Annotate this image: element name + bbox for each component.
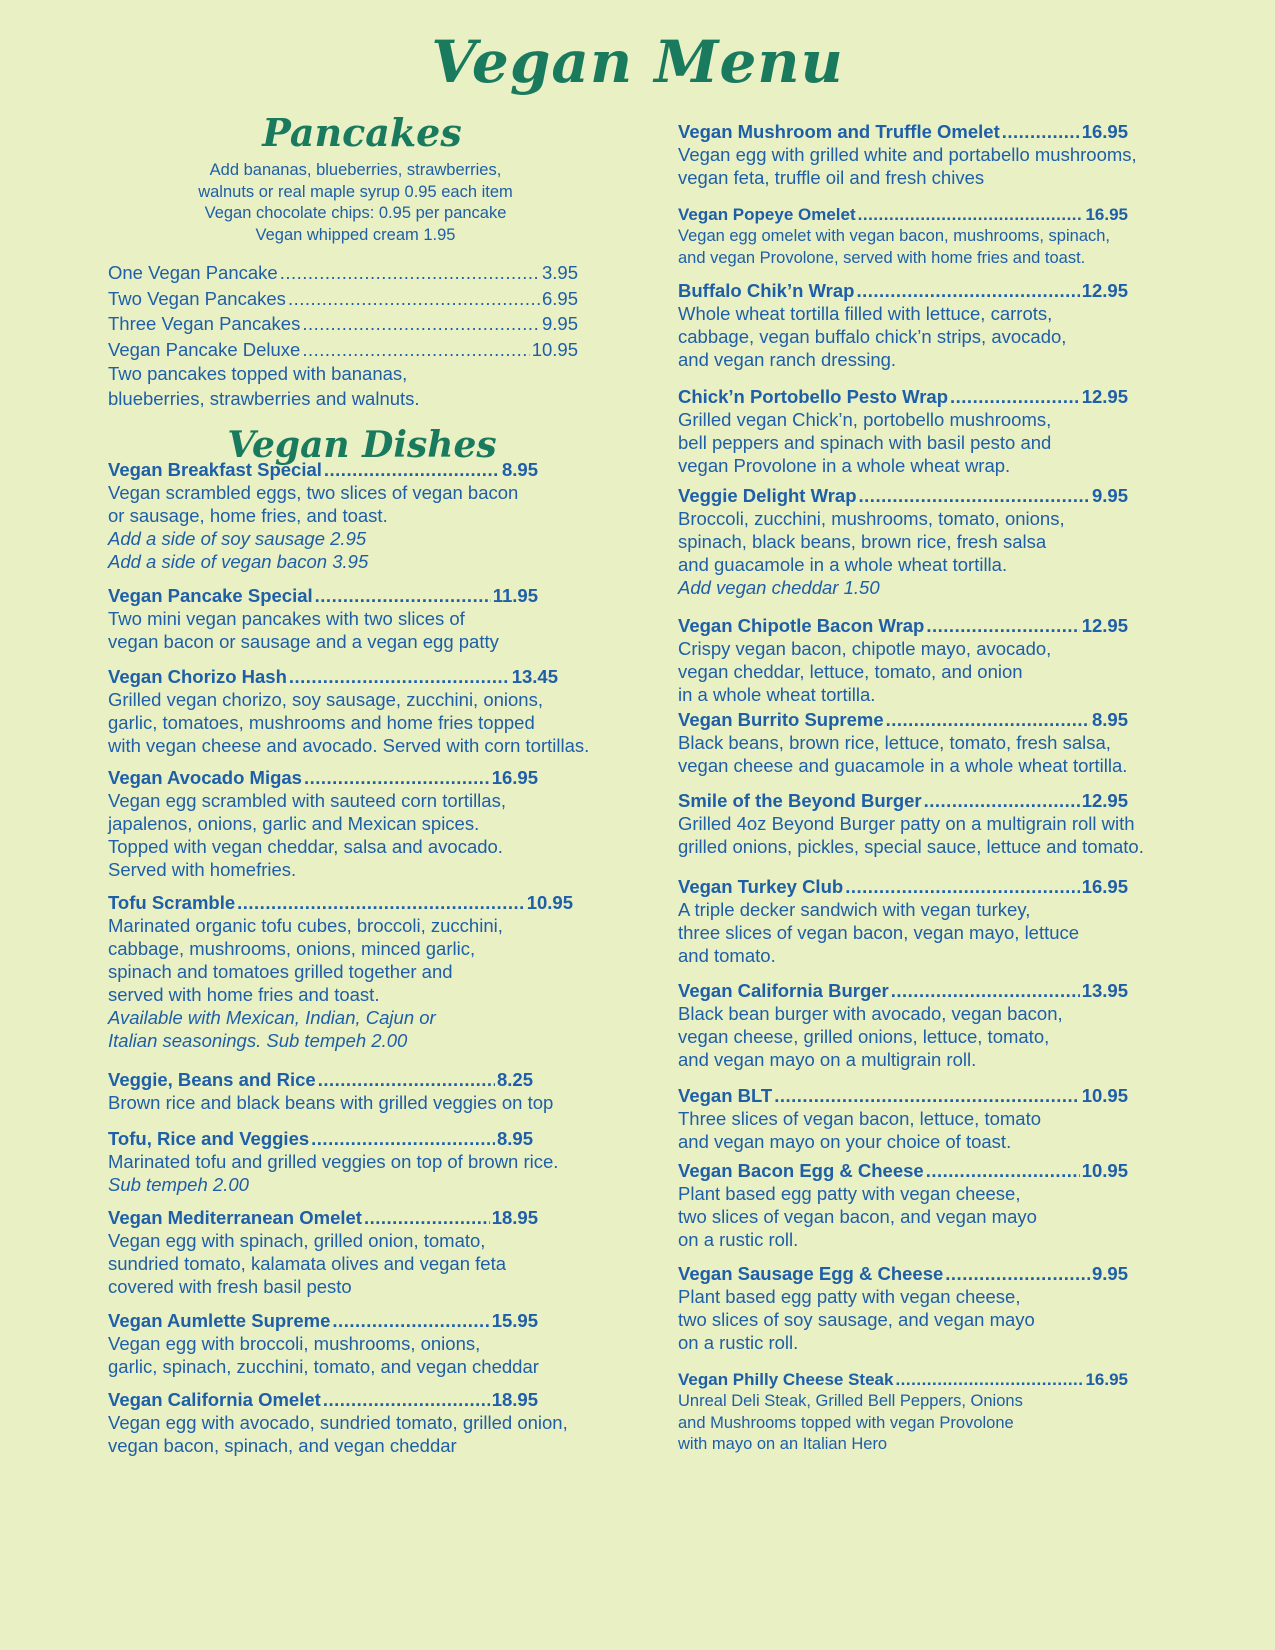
item-price: 16.95 <box>1081 121 1128 142</box>
item-name: Veggie, Beans and Rice <box>108 1069 316 1090</box>
leader-dots <box>1002 120 1080 143</box>
item-header <box>678 1262 1128 1285</box>
leader-dots <box>302 337 529 363</box>
item-description: and vegan mayo on a multigrain roll. <box>678 1049 977 1070</box>
item-description: and tomato. <box>678 945 776 966</box>
item-price: 12.95 <box>1081 280 1128 301</box>
item-price: 12.95 <box>1081 790 1128 811</box>
leader-dots <box>311 1127 495 1150</box>
item-header <box>108 1068 533 1091</box>
item-price: 16.95 <box>1081 876 1128 897</box>
item-price: 8.95 <box>501 459 538 480</box>
menu-item <box>108 584 538 653</box>
item-description: on a rustic roll. <box>678 1332 799 1353</box>
menu-item <box>108 665 589 757</box>
item-description: Plant based egg patty with vegan cheese, <box>678 1286 1021 1307</box>
item-name: Vegan Mushroom and Truffle Omelet <box>678 121 1000 142</box>
item-header <box>108 665 558 688</box>
item-description: and vegan Provolone, served with home fries and toast. <box>678 248 1086 267</box>
item-description: Plant based egg patty with vegan cheese, <box>678 1183 1021 1204</box>
item-description: garlic, tomatoes, mushrooms and home fries topped <box>108 712 535 733</box>
item-description: with vegan cheese and avocado. Served with corn tortillas. <box>108 735 590 756</box>
item-header <box>678 204 1128 226</box>
pancake-note-line: walnuts or real maple syrup 0.95 each item <box>198 182 513 201</box>
item-description: in a whole wheat tortilla. <box>678 684 876 705</box>
item-description: and vegan ranch dressing. <box>678 349 897 370</box>
item-name: Three Vegan Pancakes <box>108 313 301 334</box>
item-header <box>108 458 538 481</box>
item-description: Black beans, brown rice, lettuce, tomato, fresh salsa, <box>678 732 1111 753</box>
item-description: Vegan egg with grilled white and portabello mushrooms, <box>678 144 1137 165</box>
leader-dots <box>323 1388 490 1411</box>
leader-dots <box>886 708 1090 731</box>
item-description: Marinated tofu and grilled veggies on top of brown rice. <box>108 1151 559 1172</box>
item-description: and vegan mayo on your choice of toast. <box>678 1131 1012 1152</box>
item-header <box>678 789 1128 812</box>
menu-item <box>678 1262 1128 1354</box>
pancake-note-line: Vegan chocolate chips: 0.95 per pancake <box>204 204 507 222</box>
leader-dots <box>289 665 510 688</box>
leader-dots <box>288 286 540 312</box>
item-name: Vegan BLT <box>678 1085 773 1106</box>
item-price: 9.95 <box>541 313 578 334</box>
item-description: and Mushrooms topped with vegan Provolone <box>678 1413 1014 1432</box>
leader-dots <box>774 1084 1079 1107</box>
item-name: Vegan Breakfast Special <box>108 459 322 480</box>
item-description: vegan Provolone in a whole wheat wrap. <box>678 455 1011 476</box>
item-price: 15.95 <box>491 1310 538 1331</box>
item-description: vegan bacon, spinach, and vegan cheddar <box>108 1435 457 1456</box>
item-description: vegan cheese and guacamole in a whole wheat tortilla. <box>678 755 1128 776</box>
item-name: Veggie Delight Wrap <box>678 485 857 506</box>
menu-item <box>678 484 1128 599</box>
item-header <box>678 484 1128 507</box>
desc-line: Two pancakes topped with bananas, <box>108 363 408 384</box>
item-description: vegan cheese, grilled onions, lettuce, tomato, <box>678 1026 1050 1047</box>
pancake-list <box>108 260 578 411</box>
item-name: Vegan Chorizo Hash <box>108 666 287 687</box>
leader-dots <box>364 1206 490 1229</box>
item-header <box>108 766 538 789</box>
item-description: Crispy vegan bacon, chipotle mayo, avocado, <box>678 638 1052 659</box>
item-name: Vegan California Omelet <box>108 1389 321 1410</box>
item-header <box>678 708 1128 731</box>
menu-item <box>678 279 1128 371</box>
item-description: Three slices of vegan bacon, lettuce, tomato <box>678 1108 1042 1129</box>
menu-item <box>678 120 1137 189</box>
item-price: 13.95 <box>1081 980 1128 1001</box>
item-price: 13.45 <box>511 666 558 687</box>
item-header <box>678 1084 1128 1107</box>
item-name: Vegan Turkey Club <box>678 876 844 897</box>
item-header <box>108 1309 538 1332</box>
item-note: Available with Mexican, Indian, Cajun or <box>108 1007 436 1028</box>
item-name: Smile of the Beyond Burger <box>678 790 922 811</box>
item-note: Add a side of vegan bacon 3.95 <box>108 551 369 572</box>
item-header <box>108 1127 533 1150</box>
leader-dots <box>332 1309 489 1332</box>
menu-item <box>108 1309 539 1378</box>
item-header <box>678 875 1128 898</box>
leader-dots <box>856 279 1079 302</box>
item-header <box>108 1206 538 1229</box>
menu-item <box>108 458 538 573</box>
menu-item <box>678 875 1128 967</box>
item-name: Chick’n Portobello Pesto Wrap <box>678 386 949 407</box>
item-name: Vegan Philly Cheese Steak <box>678 1370 894 1389</box>
leader-dots <box>845 875 1080 898</box>
item-description: Vegan scrambled eggs, two slices of vegan bacon <box>108 482 519 503</box>
item-description: spinach and tomatoes grilled together and <box>108 961 453 982</box>
item-header <box>108 891 573 914</box>
leader-dots <box>318 1068 495 1091</box>
item-description: two slices of soy sausage, and vegan mayo <box>678 1309 1035 1330</box>
menu-item <box>678 1084 1128 1153</box>
deluxe-description <box>108 362 578 411</box>
leader-dots <box>895 1369 1083 1391</box>
desc-line: blueberries, strawberries and walnuts. <box>108 387 420 409</box>
item-name: Vegan Pancake Deluxe <box>108 338 301 360</box>
menu-item <box>108 1068 553 1114</box>
item-price: 8.95 <box>1091 709 1128 730</box>
item-price: 12.95 <box>1081 386 1128 407</box>
pancakes-heading: Pancakes <box>262 110 462 155</box>
item-header <box>678 120 1128 143</box>
item-name: Vegan Sausage Egg & Cheese <box>678 1263 944 1284</box>
item-description: grilled onions, pickles, special sauce, lettuce and tomato. <box>678 836 1144 857</box>
item-name: Vegan Pancake Special <box>108 585 313 606</box>
pancake-addons <box>133 160 578 246</box>
item-price: 9.95 <box>1091 1263 1128 1284</box>
item-description: Black bean burger with avocado, vegan bacon, <box>678 1003 1063 1024</box>
leader-dots <box>315 584 491 607</box>
leader-dots <box>945 1262 1090 1285</box>
item-price: 9.95 <box>1091 485 1128 506</box>
item-description: or sausage, home fries, and toast. <box>108 505 388 526</box>
menu-item <box>678 1369 1128 1456</box>
item-note: Add vegan cheddar 1.50 <box>678 577 880 598</box>
leader-dots <box>304 766 490 789</box>
menu-title: Vegan Menu <box>431 28 844 96</box>
item-price: 3.95 <box>541 262 578 283</box>
menu-item <box>108 891 573 1052</box>
item-header <box>678 614 1128 637</box>
item-header <box>678 979 1128 1002</box>
item-price: 11.95 <box>492 585 538 606</box>
item-price: 12.95 <box>1081 615 1128 636</box>
leader-dots <box>924 789 1080 812</box>
item-name: Vegan Chipotle Bacon Wrap <box>678 615 925 636</box>
item-description: sundried tomato, kalamata olives and vegan feta <box>108 1253 506 1274</box>
item-description: bell peppers and spinach with basil pesto and <box>678 432 1052 453</box>
item-description: Vegan egg scrambled with sauteed corn tortillas, <box>108 790 506 811</box>
item-description: Grilled 4oz Beyond Burger patty on a multigrain roll with <box>678 813 1135 834</box>
item-price: 10.95 <box>531 338 578 360</box>
leader-dots <box>950 385 1080 408</box>
pancake-note-line: Vegan whipped cream 1.95 <box>255 225 456 244</box>
vegan-dishes-heading: Vegan Dishes <box>227 424 497 466</box>
item-header <box>678 1159 1128 1182</box>
item-description: served with home fries and toast. <box>108 984 380 1005</box>
item-description: covered with fresh basil pesto <box>108 1276 352 1297</box>
item-price: 8.95 <box>496 1128 533 1149</box>
item-description: Vegan egg with broccoli, mushrooms, onions, <box>108 1333 481 1354</box>
item-description: Grilled vegan Chick’n, portobello mushrooms, <box>678 409 1052 430</box>
item-description: vegan bacon or sausage and a vegan egg patty <box>108 631 499 652</box>
item-name: Vegan Bacon Egg & Cheese <box>678 1160 924 1181</box>
item-description: garlic, spinach, zucchini, tomato, and vegan cheddar <box>108 1356 539 1377</box>
item-note: Add a side of soy sausage 2.95 <box>108 528 367 549</box>
leader-dots <box>926 614 1079 637</box>
item-price: 10.95 <box>526 892 573 913</box>
item-price: 18.95 <box>491 1389 538 1410</box>
item-name: Tofu Scramble <box>108 892 236 913</box>
leader-dots <box>237 891 525 914</box>
item-description: cabbage, vegan buffalo chick’n strips, avocado, <box>678 326 1067 347</box>
item-name: Buffalo Chik’n Wrap <box>678 280 855 301</box>
item-description: A triple decker sandwich with vegan turkey, <box>678 899 1031 920</box>
leader-dots <box>859 484 1090 507</box>
item-price: 18.95 <box>491 1207 538 1228</box>
item-header <box>108 1388 538 1411</box>
item-description: on a rustic roll. <box>678 1229 799 1250</box>
item-name: Vegan Avocado Migas <box>108 767 302 788</box>
pancake-note-line: Add bananas, blueberries, strawberries, <box>209 161 502 179</box>
item-name: Vegan Popeye Omelet <box>678 205 856 224</box>
leader-dots <box>324 458 500 481</box>
item-description: Vegan egg with spinach, grilled onion, tomato, <box>108 1230 486 1251</box>
item-description: Whole wheat tortilla filled with lettuce, carrots, <box>678 303 1053 324</box>
pancake-item <box>108 337 578 363</box>
item-price: 16.95 <box>1085 1370 1128 1389</box>
item-description: with mayo on an Italian Hero <box>678 1435 888 1453</box>
item-description: two slices of vegan bacon, and vegan mayo <box>678 1206 1037 1227</box>
item-price: 10.95 <box>1081 1085 1128 1106</box>
item-description: and guacamole in a whole wheat tortilla. <box>678 554 1008 575</box>
item-name: Tofu, Rice and Veggies <box>108 1128 310 1149</box>
menu-item <box>108 1127 558 1196</box>
menu-item <box>678 789 1144 858</box>
item-description: Topped with vegan cheddar, salsa and avocado. <box>108 836 503 857</box>
item-header <box>678 385 1128 408</box>
menu-item <box>678 204 1128 269</box>
item-description: Vegan egg omelet with vegan bacon, mushrooms, spinach, <box>678 227 1111 245</box>
leader-dots <box>302 311 540 337</box>
item-price: 16.95 <box>1085 205 1128 224</box>
item-description: three slices of vegan bacon, vegan mayo, lettuce <box>678 922 1080 943</box>
item-name: One Vegan Pancake <box>108 262 278 283</box>
item-description: Unreal Deli Steak, Grilled Bell Peppers, Onions <box>678 1392 1023 1410</box>
item-name: Vegan Burrito Supreme <box>678 709 884 730</box>
item-description: Brown rice and black beans with grilled veggies on top <box>108 1092 554 1113</box>
item-price: 6.95 <box>541 287 578 309</box>
item-price: 8.25 <box>496 1069 533 1090</box>
menu-item <box>108 1206 538 1298</box>
item-description: Broccoli, zucchini, mushrooms, tomato, onions, <box>678 508 1065 529</box>
leader-dots <box>280 260 540 286</box>
item-description: Two mini vegan pancakes with two slices of <box>108 608 465 629</box>
item-description: spinach, black beans, brown rice, fresh salsa <box>678 531 1047 552</box>
item-header <box>678 279 1128 302</box>
item-header <box>678 1369 1128 1391</box>
menu-item <box>678 708 1128 777</box>
item-name: Vegan California Burger <box>678 980 889 1001</box>
item-price: 16.95 <box>491 767 538 788</box>
leader-dots <box>858 204 1084 226</box>
item-name: Vegan Mediterranean Omelet <box>108 1207 362 1228</box>
item-description: vegan feta, truffle oil and fresh chives <box>678 167 985 188</box>
leader-dots <box>891 979 1080 1002</box>
menu-item <box>678 1159 1128 1251</box>
item-note: Sub tempeh 2.00 <box>108 1174 249 1195</box>
item-description: Vegan egg with avocado, sundried tomato, grilled onion, <box>108 1412 568 1433</box>
item-description: japalenos, onions, garlic and Mexican spices. <box>108 813 480 834</box>
item-description: Served with homefries. <box>108 859 297 880</box>
item-header <box>108 584 538 607</box>
item-description: Marinated organic tofu cubes, broccoli, zucchini, <box>108 915 503 936</box>
item-description: cabbage, mushrooms, onions, minced garlic, <box>108 938 476 959</box>
menu-item <box>108 766 538 881</box>
pancake-item <box>108 286 578 312</box>
pancake-item <box>108 260 578 286</box>
item-note: Italian seasonings. Sub tempeh 2.00 <box>108 1030 408 1051</box>
item-name: Vegan Aumlette Supreme <box>108 1310 331 1331</box>
item-name: Two Vegan Pancakes <box>108 287 286 309</box>
item-description: vegan cheddar, lettuce, tomato, and onion <box>678 661 1023 682</box>
item-description: Grilled vegan chorizo, soy sausage, zucchini, onions, <box>108 689 543 710</box>
pancake-item <box>108 311 578 337</box>
item-price: 10.95 <box>1081 1160 1128 1181</box>
leader-dots <box>926 1159 1080 1182</box>
menu-item <box>678 385 1128 477</box>
menu-item <box>678 979 1128 1071</box>
menu-item <box>108 1388 568 1457</box>
menu-item <box>678 614 1128 706</box>
